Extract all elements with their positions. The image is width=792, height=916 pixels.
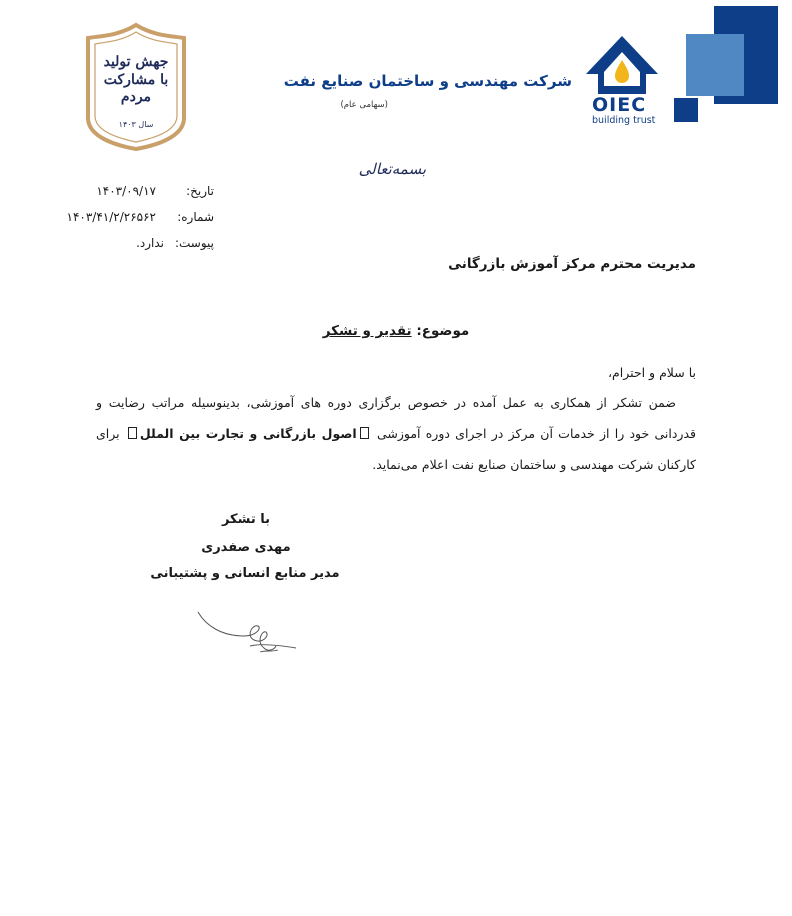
course-title: اصول بازرگانی و تجارت بین الملل xyxy=(139,426,357,441)
subject-value: تقدیر و تشکر xyxy=(322,323,412,339)
date-label: تاریخ: xyxy=(186,184,214,198)
seal-slogan xyxy=(92,54,180,107)
oiec-tagline: building trust xyxy=(592,115,656,126)
meta-attachment xyxy=(74,236,214,254)
company-name: شرکت مهندسی و ساختمان صنایع نفت xyxy=(283,72,572,90)
number-label: شماره: xyxy=(177,210,214,224)
invocation: بسمه‌تعالی xyxy=(358,160,426,178)
signature-closing: با تشکر xyxy=(221,512,271,527)
subject-line xyxy=(96,323,696,339)
body-line-1: ضمن تشکر از همکاری به عمل آمده در خصوص برگزاری دوره های آموزشی، بدینوسیله مراتب رضایت و xyxy=(96,395,676,410)
number-value: ۱۴۰۳/۴۱/۲/۲۶۵۶۲ xyxy=(66,210,156,224)
logo-square-light xyxy=(686,34,744,96)
seal-slogan-line2: با مشارکت مردم xyxy=(103,71,169,105)
close-quote-box-icon xyxy=(128,427,137,439)
body-line-2 xyxy=(96,426,696,441)
oiec-emblem-icon xyxy=(584,34,660,96)
signer-name: مهدی صفدری xyxy=(201,540,291,555)
oiec-logo-text: OIEC xyxy=(592,94,647,116)
body-line-2-start: قدردانی خود را از خدمات آن مرکز در اجرای دوره آموزشی xyxy=(376,426,696,441)
meta-date xyxy=(74,184,214,202)
seal-slogan-line1: جهش تولید xyxy=(103,54,169,70)
date-value: ۱۴۰۳/۰۹/۱۷ xyxy=(96,184,156,198)
body-line-2-end: برای xyxy=(96,426,120,441)
seal-year: سال ۱۴۰۳ xyxy=(118,120,154,129)
greeting: با سلام و احترام، xyxy=(607,365,696,380)
company-type: (سهامی عام) xyxy=(340,100,388,110)
meta-number xyxy=(66,210,214,228)
attachment-label: پیوست: xyxy=(174,236,214,250)
subject-label: موضوع: xyxy=(416,323,470,339)
signer-title: مدیر منابع انسانی و پشتیبانی xyxy=(150,566,340,581)
attachment-value: ندارد. xyxy=(136,236,164,250)
recipient: مدیریت محترم مرکز آموزش بازرگانی xyxy=(448,256,696,272)
logo-square-small xyxy=(674,98,698,122)
handwritten-signature-icon xyxy=(192,606,300,662)
open-quote-box-icon xyxy=(360,427,369,439)
body-line-3: کارکنان شرکت مهندسی و ساختمان صنایع نفت اعلام می‌نماید. xyxy=(372,457,696,472)
